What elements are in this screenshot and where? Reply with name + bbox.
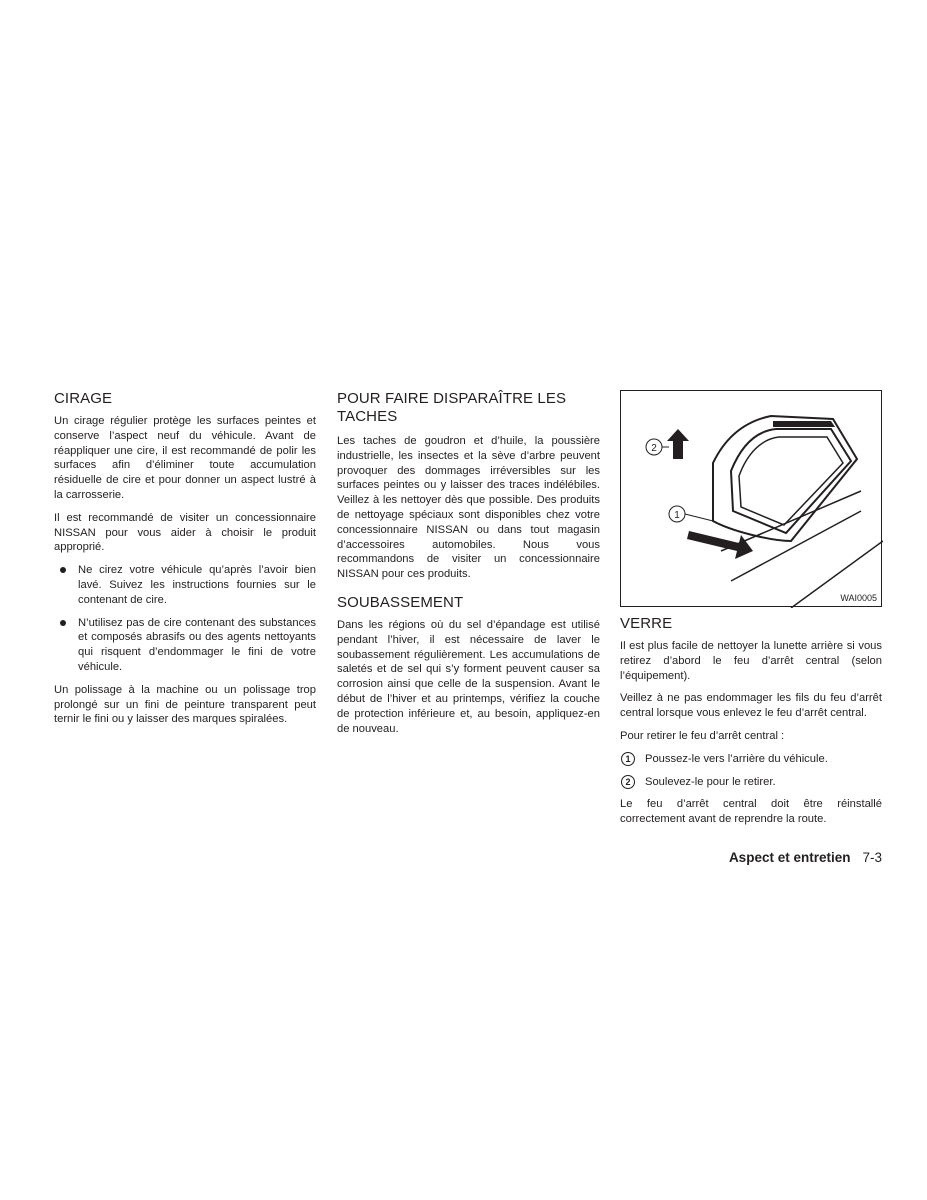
list-item-text: N’utilisez pas de cire contenant des substances et composés abrasifs ou des agents nettoyants qui risquent d’endommager le fini de votre véhicule. bbox=[78, 616, 316, 673]
figure-rear-window bbox=[620, 390, 882, 607]
rear-window-diagram bbox=[621, 391, 883, 608]
footer-section-title: Aspect et entretien bbox=[728, 850, 851, 865]
section-title-taches: POUR FAIRE DISPARAÎTRE LES TACHES bbox=[337, 390, 567, 425]
paragraph: Il est recommandé de visiter un concessionnaire NISSAN pour vous aider à choisir le produit approprié. bbox=[54, 511, 316, 554]
paragraph: Les taches de goudron et d’huile, la poussière industrielle, les insectes et la sève d’arbre peuvent provoquer des dommages irréversibles sur les surfaces peintes ou y laisser des traces indélébiles. Veillez à les nettoyer dès que possible. Des produits de nettoyage spéciaux sont disponibles chez votre concessionnaire NISSAN ou dans tout magasin d’accessoires automobiles. Nous vous recommandons de visiter un concessionnaire NISSAN pour ces produits. bbox=[337, 435, 600, 581]
step-text: Soulevez-le pour le retirer. bbox=[645, 775, 776, 788]
callout-line bbox=[685, 514, 713, 521]
window-glass-outline bbox=[739, 437, 843, 525]
section-title-verre: VERRE bbox=[620, 615, 673, 632]
list-item bbox=[54, 563, 316, 607]
step-item bbox=[620, 752, 882, 767]
step-number-icon: 2 bbox=[621, 775, 635, 789]
column-verre bbox=[620, 390, 882, 835]
paragraph: Dans les régions où du sel d’épandage est utilisé pendant l’hiver, il est nécessaire de laver le soubassement régulièrement. Les accumulations de saletés et de sel qui s’y forment peuvent causer sa corrosion ainsi que celle de la suspension. Avant le début de l’hiver et au printemps, vérifiez la couche de protection inférieure et, au besoin, appliquez-en de nouveau. bbox=[337, 618, 600, 735]
figure-code: WAI0005 bbox=[840, 593, 877, 603]
page-number: 7-3 bbox=[862, 850, 882, 865]
paragraph: Un polissage à la machine ou un polissage trop prolongé sur un fini de peinture transparent peut ternir le fini ou y laisser des marques spiralées. bbox=[54, 683, 316, 726]
bullet-list bbox=[54, 563, 316, 675]
paragraph: Veillez à ne pas endommager les fils du feu d’arrêt central lorsque vous enlevez le feu d’arrêt central. bbox=[620, 692, 882, 720]
step-number-icon: 1 bbox=[621, 752, 635, 766]
bullet-icon bbox=[60, 620, 66, 626]
paragraph: Un cirage régulier protège les surfaces peintes et conserve l’aspect neuf du véhicule. Avant de réappliquer une cire, il est recommandé de polir les surfaces afin d’éliminer toute accumulation résiduelle de cire et pour donner un aspect lustré à la carrosserie. bbox=[54, 415, 316, 501]
paragraph: Le feu d’arrêt central doit être réinstallé correctement avant de reprendre la route. bbox=[620, 798, 882, 826]
column-cirage bbox=[54, 390, 316, 735]
paragraph: Il est plus facile de nettoyer la lunette arrière si vous retirez d’abord le feu d’arrêt central (selon l’équipement). bbox=[620, 640, 882, 682]
arrow-up-icon bbox=[667, 429, 689, 459]
callout-1-label: 1 bbox=[674, 510, 680, 521]
arrow-right-icon bbox=[687, 531, 753, 559]
page-footer bbox=[620, 850, 882, 866]
callout-2-label: 2 bbox=[651, 443, 657, 454]
paragraph: Pour retirer le feu d’arrêt central : bbox=[620, 729, 785, 742]
bullet-icon bbox=[60, 567, 66, 573]
list-item bbox=[54, 616, 316, 675]
step-item bbox=[620, 775, 882, 790]
list-item-text: Ne cirez votre véhicule qu’après l’avoir bien lavé. Suivez les instructions fournies sur le contenant de cire. bbox=[78, 564, 316, 606]
column-taches bbox=[337, 390, 600, 744]
section-title-soubassement: SOUBASSEMENT bbox=[337, 593, 464, 611]
brake-light-shape bbox=[773, 421, 835, 427]
section-title-cirage: CIRAGE bbox=[54, 390, 113, 407]
step-text: Poussez-le vers l’arrière du véhicule. bbox=[645, 752, 828, 765]
